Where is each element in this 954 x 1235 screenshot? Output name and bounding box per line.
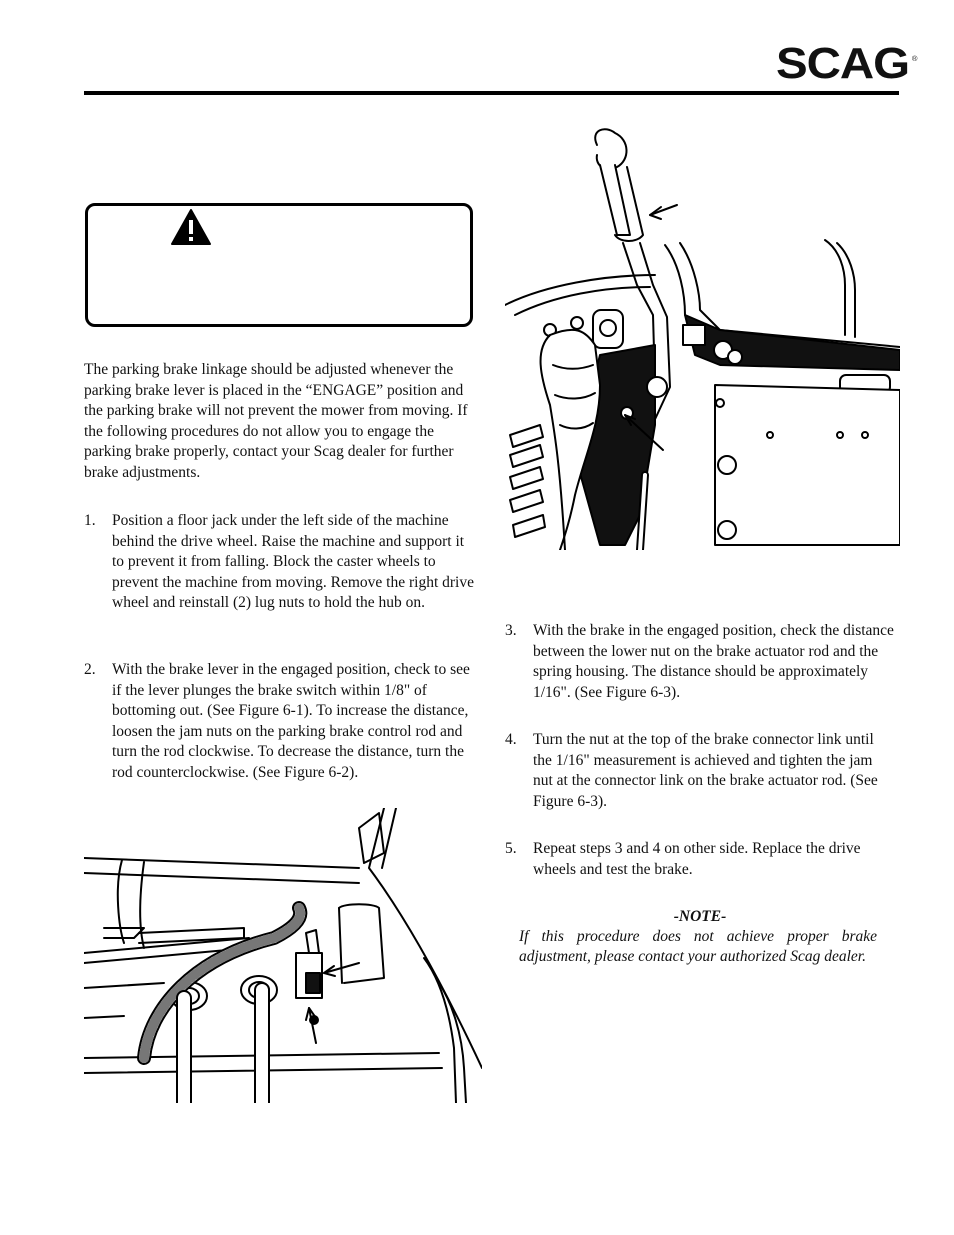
scag-logo: SCAG ®	[776, 40, 908, 88]
step-2	[84, 660, 480, 805]
step-text: Repeat steps 3 and 4 on other side. Replace the drive wheels and test the brake.	[533, 840, 861, 878]
note-title: -NOTE-	[673, 908, 727, 925]
step-number: 4.	[505, 731, 517, 748]
step-text: With the brake in the engaged position, check the distance between the lower nut on the brake actuator rod and the spring housing. The distance should be approximately 1/16". (See Figure 6-3).	[533, 622, 894, 701]
step-1	[84, 511, 480, 631]
step-number: 5.	[505, 840, 517, 857]
step-number: 3.	[505, 622, 517, 639]
note-text: If this procedure does not achieve proper brake adjustment, please contact your authorized Scag dealer.	[519, 928, 877, 965]
header-rule	[84, 91, 899, 95]
step-number: 2.	[84, 661, 96, 678]
step-text: With the brake lever in the engaged position, check to see if the lever plunges the brake switch within 1/8" of bottoming out. (See Figure 6-1). To increase the distance, loosen the jam nuts on the parking brake control rod and turn the rod clockwise. To decrease the distance, turn the rod counterclockwise. (See Figure 6-2).	[112, 661, 470, 781]
step-4	[505, 730, 901, 815]
brake-switch-illustration	[84, 808, 482, 1103]
warning-box	[85, 203, 473, 327]
step-number: 1.	[84, 512, 96, 529]
intro-paragraph: The parking brake linkage should be adjusted whenever the parking brake lever is placed in the “ENGAGE” position and the parking brake will not prevent the mower from moving. If the following procedures do not allow you to engage the parking brake properly, contact your Scag dealer for further brake adjustments.	[84, 361, 468, 481]
step-text: Turn the nut at the top of the brake connector link until the 1/16" measurement is achieved and tighten the jam nut at the connector link on the brake actuator rod. (See Figure 6-3).	[533, 731, 878, 810]
step-5	[505, 839, 901, 884]
step-text: Position a floor jack under the left side of the machine behind the drive wheel. Raise the machine and support it to prevent it from falling. Block the caster wheels to prevent the machine from moving. Remove the right drive wheel and reinstall (2) lug nuts to hold the hub on.	[112, 512, 474, 611]
brake-lever-illustration	[505, 125, 900, 550]
registered-mark: ®	[911, 56, 917, 63]
warning-triangle-icon	[170, 208, 212, 246]
step-3	[505, 621, 901, 706]
